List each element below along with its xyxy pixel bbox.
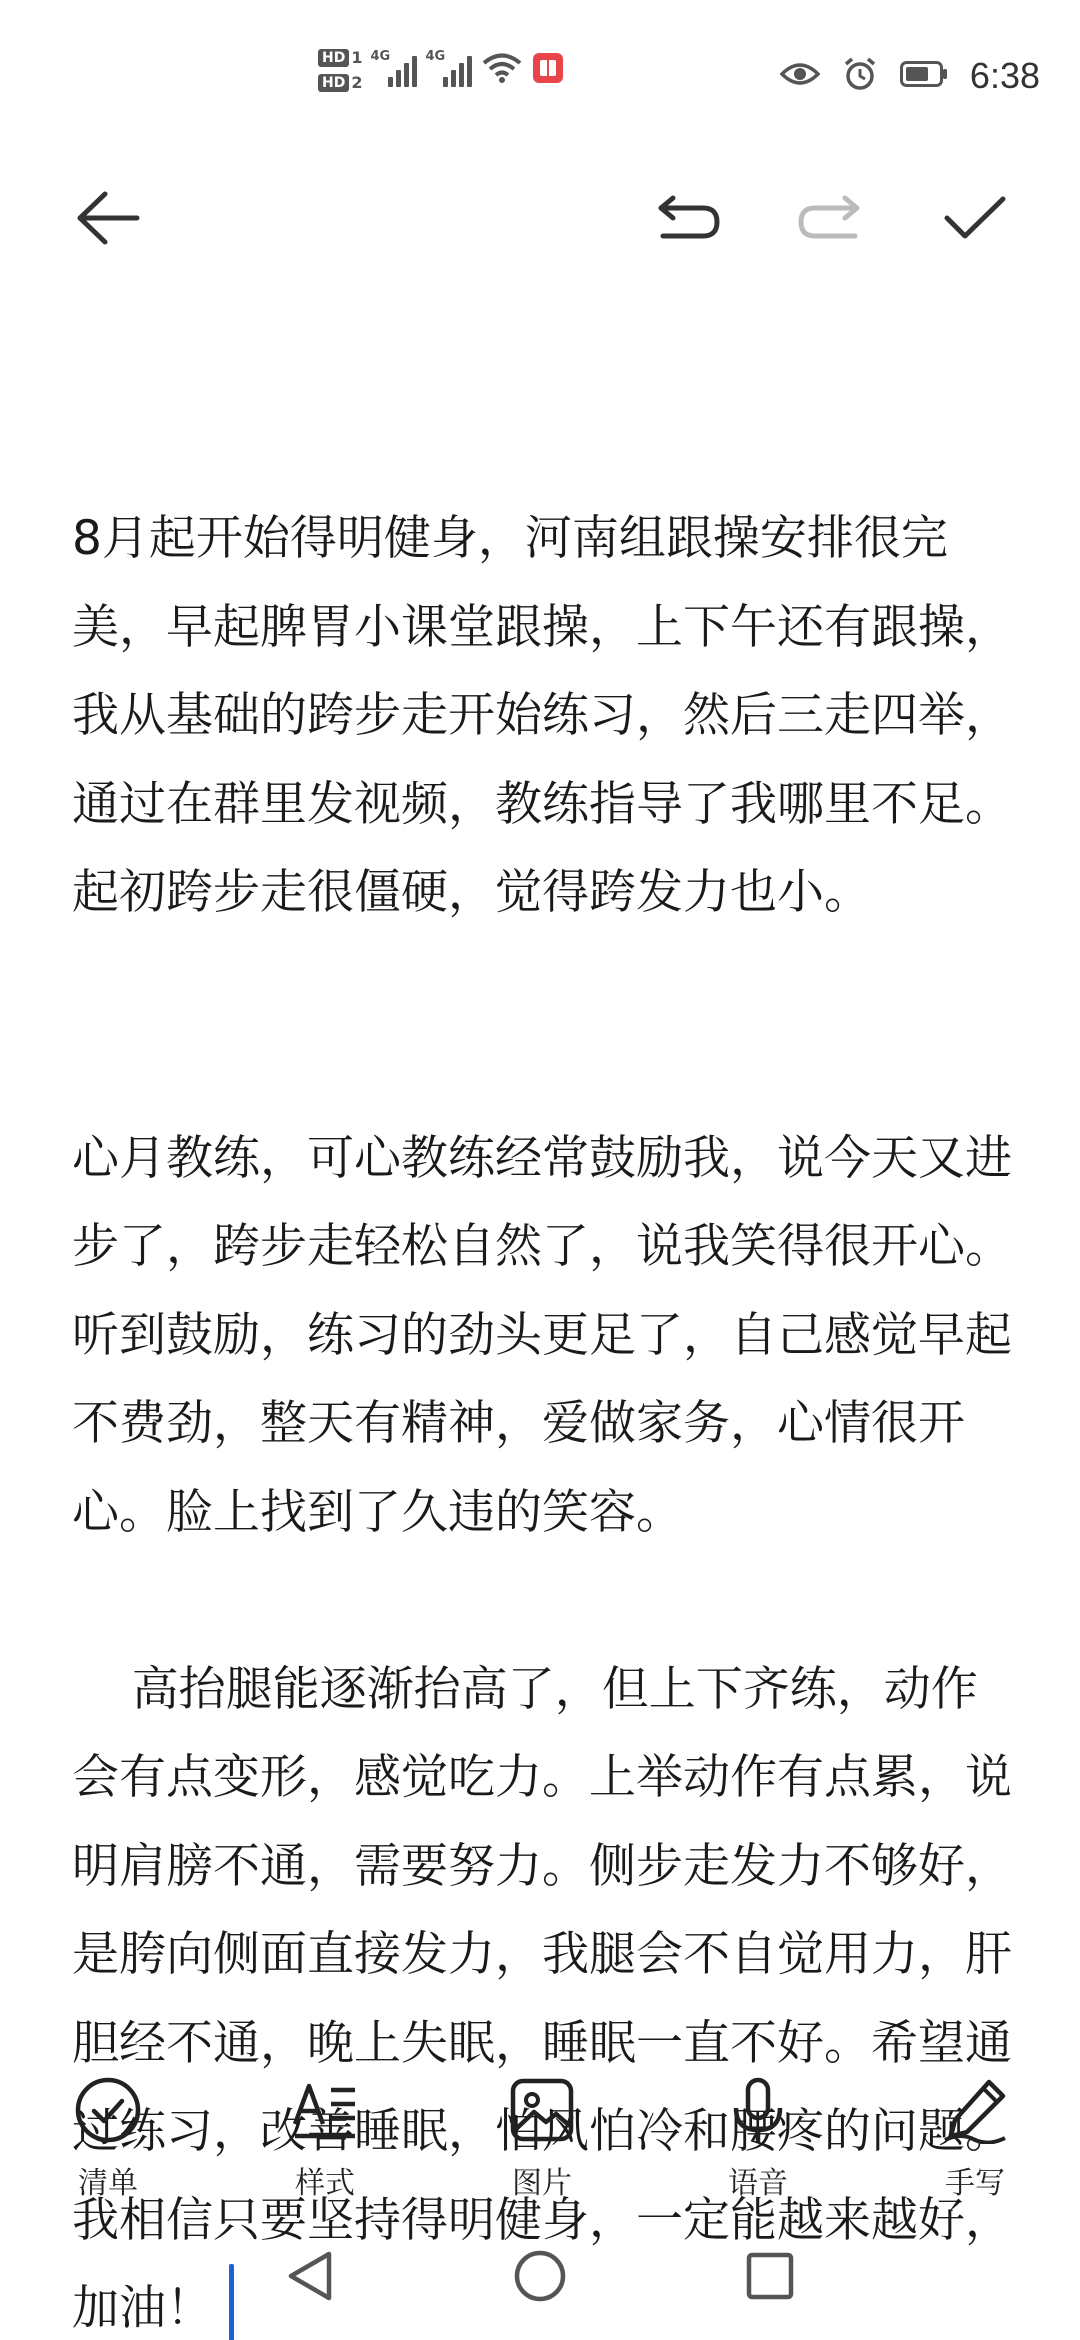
- image-icon: [502, 2070, 582, 2150]
- eye-icon: [780, 60, 820, 92]
- checklist-icon: [68, 2070, 148, 2150]
- back-button[interactable]: [58, 170, 158, 270]
- status-right: [780, 55, 1040, 97]
- status-left: [318, 48, 564, 92]
- signal-sim2: [425, 49, 472, 87]
- network-type: 4G: [425, 49, 446, 64]
- back-arrow-icon: [75, 190, 141, 250]
- sim-number: 2: [351, 73, 363, 92]
- style-label: 样式: [295, 2166, 355, 2201]
- text-style-icon: [285, 2070, 365, 2150]
- handwriting-label: 手写: [945, 2166, 1005, 2201]
- save-button[interactable]: [925, 170, 1025, 270]
- microphone-icon: [718, 2070, 798, 2150]
- nav-recents-icon: [744, 2250, 796, 2306]
- style-button[interactable]: [255, 2070, 395, 2202]
- network-type: 4G: [370, 49, 391, 64]
- undo-icon: [655, 194, 721, 246]
- image-label: 图片: [512, 2166, 572, 2201]
- sim-number: 1: [351, 48, 363, 67]
- hd-label: HD: [318, 49, 349, 67]
- voice-label: 语音: [728, 2166, 788, 2201]
- image-button[interactable]: [472, 2070, 612, 2202]
- wifi-icon: [482, 52, 522, 88]
- voice-button[interactable]: [688, 2070, 828, 2202]
- alarm-icon: [842, 56, 878, 96]
- battery-icon: [900, 61, 948, 91]
- nav-back-icon: [283, 2248, 337, 2308]
- bottom-tool-bar: [0, 2070, 1080, 2220]
- nav-back-button[interactable]: [270, 2238, 350, 2318]
- redo-button[interactable]: [780, 170, 880, 270]
- note-paragraph: 高抬腿能逐渐抬高了，但上下齐练，动作会有点变形，感觉吃力。上举动作有点累，说明肩膀不通，需要努力。侧步走发力不够好，是胯向侧面直接发力，我腿会不自觉用力，肝胆经不通，晚上失眠，睡眠一直不好。希望通过练习，改善睡眠，怕风怕冷和腰疼的问题。我相信只要坚持得明健身，一定能越来越好，加油！: [72, 1661, 1012, 2336]
- handwriting-button[interactable]: [905, 2070, 1045, 2202]
- signal-icon: [443, 53, 472, 87]
- note-body[interactable]: [72, 318, 1012, 2340]
- editor-toolbar: [0, 170, 1080, 270]
- signal-sim1: [370, 49, 417, 87]
- clock: 6:38: [969, 55, 1040, 96]
- signal-icon: [388, 53, 417, 87]
- hd-label: HD: [318, 74, 349, 92]
- nav-home-button[interactable]: [500, 2238, 580, 2318]
- redo-icon: [797, 194, 863, 246]
- hd-badge-sim2: [318, 73, 362, 92]
- nav-recents-button[interactable]: [730, 2238, 810, 2318]
- note-paragraph: 8月起开始得明健身，河南组跟操安排很完美，早起脾胃小课堂跟操，上下午还有跟操，我从基础的跨步走开始练习，然后三走四举，通过在群里发视频，教练指导了我哪里不足。起初跨步走很僵硬，觉得跨发力也小。: [72, 511, 1012, 920]
- note-paragraph: 心月教练，可心教练经常鼓励我，说今天又进步了，跨步走轻松自然了，说我笑得很开心。听到鼓励，练习的劲头更足了，自己感觉早起不费劲，整天有精神，爱做家务，心情很开心。脸上找到了久违的笑容。: [72, 1130, 1012, 1540]
- hd-badge-sim1: [318, 48, 362, 67]
- notification-app-icon: [532, 52, 564, 88]
- checklist-label: 清单: [78, 2166, 138, 2201]
- hd-indicators: [318, 48, 362, 92]
- pen-icon: [935, 2070, 1015, 2150]
- system-nav-bar: [0, 2238, 1080, 2338]
- status-bar: [0, 0, 1080, 150]
- checklist-button[interactable]: [38, 2070, 178, 2202]
- nav-home-icon: [512, 2248, 568, 2308]
- checkmark-icon: [943, 194, 1007, 246]
- undo-button[interactable]: [638, 170, 738, 270]
